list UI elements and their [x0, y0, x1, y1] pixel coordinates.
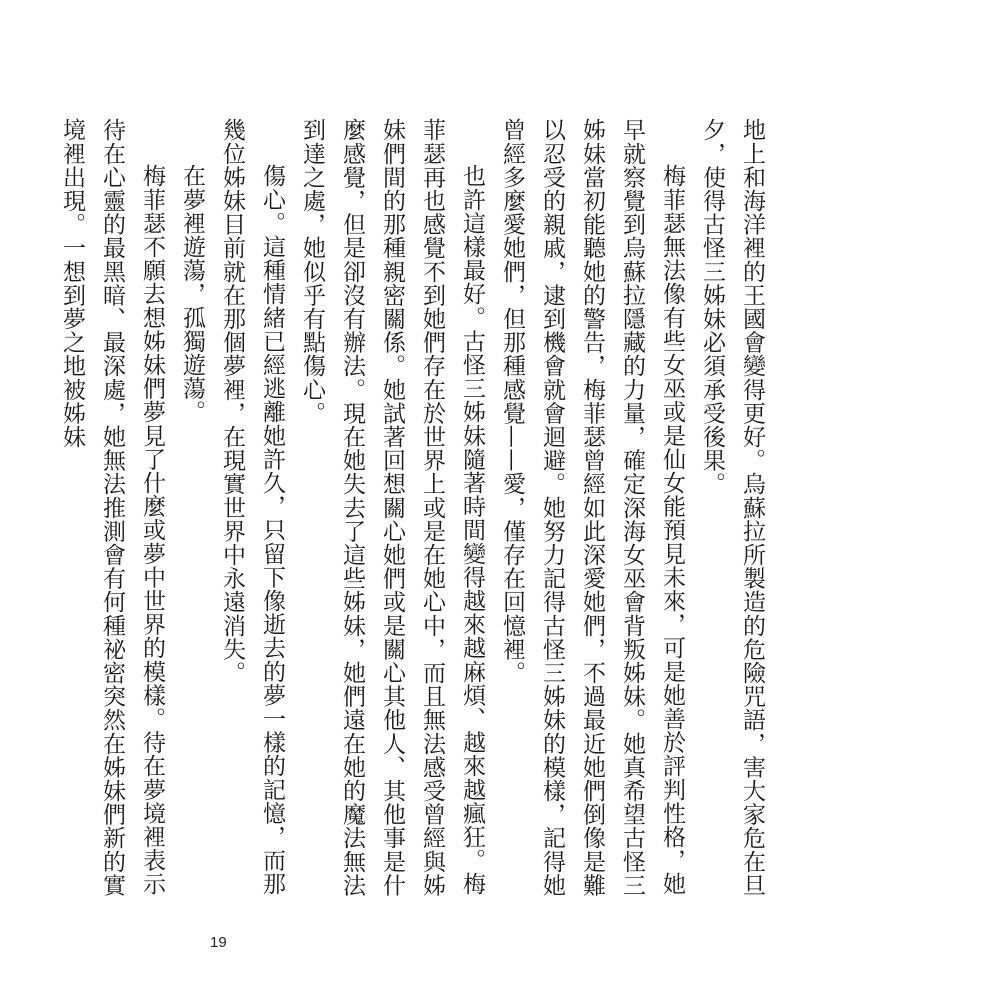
paragraph-5: 在夢裡遊蕩，孤獨遊蕩。 — [179, 164, 205, 424]
vertical-text-body — [59, 118, 772, 918]
paragraph-2: 梅菲瑟無法像有些女巫或是仙女能預見未來，可是她善於評判性格，她早就察覺到烏蘇拉隱藏的力量，確定深海女巫會背叛姊妹。她真希望古怪三姊妹當初能聽她的警告，梅菲瑟曾經如此深愛她們，不過最近她們倒像是難以忍受的親戚，逮到機會就會迴避。她努力記得古怪三姊妹的模樣，記得她曾經多麼愛她們，但那種感覺——愛，僅存在回憶裡。 — [499, 118, 685, 897]
paragraph-6: 梅菲瑟不願去想姊妹們夢見了什麼或夢中世界的模樣。待在夢境裡表示待在心靈的最黑暗、最深處，她無法推測會有何種祕密突然在姊妹們新的實境裡出現。一想到夢之地被姊妹 — [59, 118, 165, 897]
paragraph-1: 地上和海洋裡的王國會變得更好。烏蘇拉所製造的危險咒語，害大家危在旦夕，使得古怪三姊妹必須承受後果。 — [699, 118, 765, 897]
paragraph-3: 也許這樣最好。古怪三姊妹隨著時間變得越來越麻煩、越來越瘋狂。梅菲瑟再也感覺不到她們存在於世界上或是在她心中，而且無法感受曾經與姊妹們間的那種親密關係。她試著回想關心她們或是關心其他人、其他事是什麼感覺，但是卻沒有辦法。現在她失去了這些姊妹，她們遠在她的魔法無法到達之處，她似乎有點傷心。 — [299, 118, 485, 897]
paragraph-4: 傷心。這種情緒已經逃離她許久，只留下像逝去的夢一樣的記憶，而那幾位姊妹目前就在那個夢裡，在現實世界中永遠消失。 — [219, 118, 285, 896]
page-number: 19 — [210, 934, 227, 951]
